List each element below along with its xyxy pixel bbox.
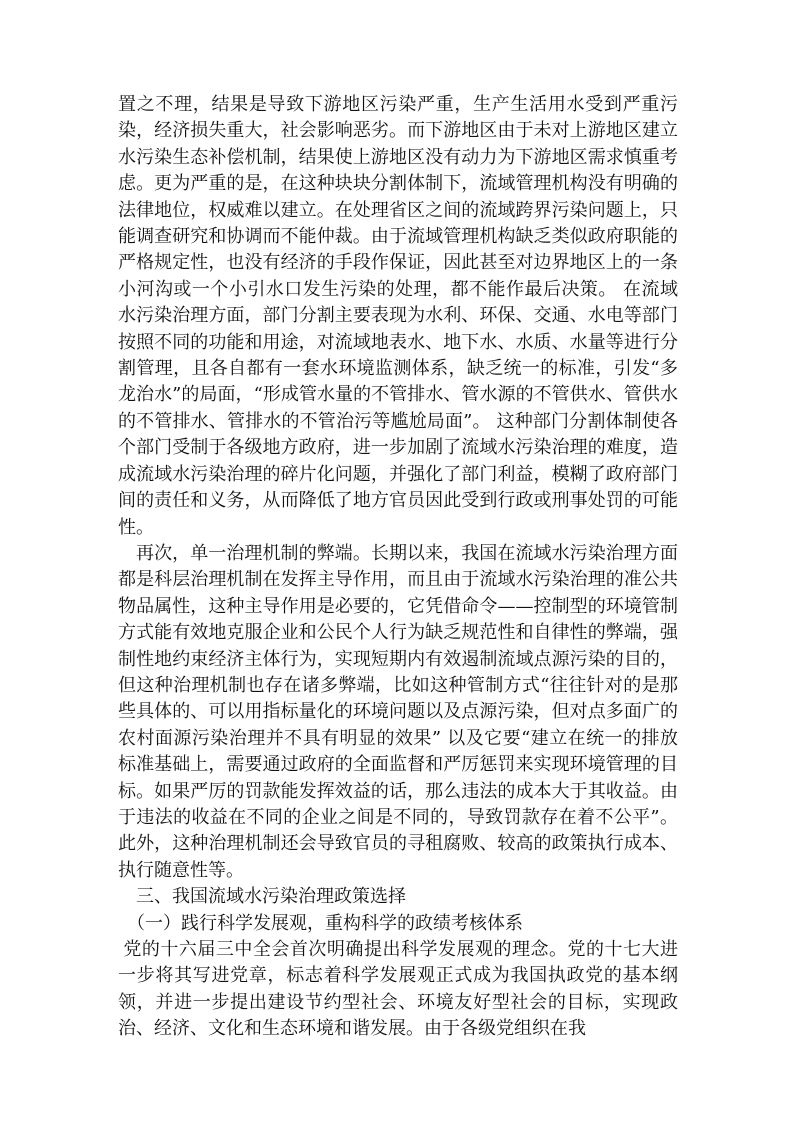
document-body: [118, 92, 678, 1043]
paragraph-continuation: 置之不理，结果是导致下游地区污染严重，生产生活用水受到严重污染，经济损失重大，社会影响恶劣。而下游地区由于未对上游地区建立水污染生态补偿机制，结果使上游地区没有动力为下游地区需求慎重考虑。更为严重的是，在这种块块分割体制下，流域管理机构没有明确的法律地位，权威难以建立。在处理省区之间的流域跨界污染问题上，只能调查研究和协调而不能仲裁。由于流域管理机构缺乏类似政府职能的严格规定性，也没有经济的手段作保证，因此甚至对边界地区上的一条小河沟或一个小引水口发生污染的处理，都不能作最后决策。 在流域水污染治理方面，部门分割主要表现为水利、环保、交通、水电等部门按照不同的功能和用途，对流域地表水、地下水、水质、水量等进行分割管理，且各自都有一套水环境监测体系，缺乏统一的标准，引发“多龙治水”的局面，“形成管水量的不管排水、管水源的不管供水、管供水的不管排水、管排水的不管治污等尴尬局面”。 这种部门分割体制使各个部门受制于各级地方政府，进一步加剧了流域水污染治理的难度，造成流域水污染治理的碎片化问题，并强化了部门利益，模糊了政府部门间的责任和义务，从而降低了地方官员因此受到行政或刑事处罚的可能性。: [118, 94, 678, 538]
section-heading: 三、我国流域水污染治理政策选择: [136, 886, 406, 908]
paragraph-single-mechanism: 再次，单一治理机制的弊端。长期以来，我国在流域水污染治理方面都是科层治理机制在发挥主导作用，而且由于流域水污染治理的准公共物品属性，这种主导作用是必要的，它凭借命令——控制型的环境管制方式能有效地克服企业和公民个人行为缺乏规范性和自律性的弊端，强制性地约束经济主体行为，实现短期内有效遏制流域点源污染的目的，但这种治理机制也存在诸多弊端，比如这种管制方式“往往针对的是那些具体的、可以用指标量化的环境问题以及点源污染，但对点多面广的农村面源污染治理并不具有明显的效果” 以及它要“建立在统一的排放标准基础上，需要通过政府的全面监督和严厉惩罚来实现环境管理的目标。如果严厉的罚款能发挥效益的话，那么违法的成本大于其收益。由于违法的收益在不同的企业之间是不同的，导致罚款存在着不公平”。 此外，这种治理机制还会导致官员的寻租腐败、较高的政策执行成本、执行随意性等。: [118, 542, 678, 881]
subsection-heading: （一）践行科学发展观，重构科学的政绩考核体系: [127, 912, 523, 934]
paragraph-scientific-outlook: 党的十六届三中全会首次明确提出科学发展观的理念。党的十七大进一步将其写进党章，标志着科学发展观正式成为我国执政党的基本纲领，并进一步提出建设节约型社会、环境友好型社会的目标，实现政治、经济、文化和生态环境和谐发展。由于各级党组织在我: [118, 939, 678, 1040]
